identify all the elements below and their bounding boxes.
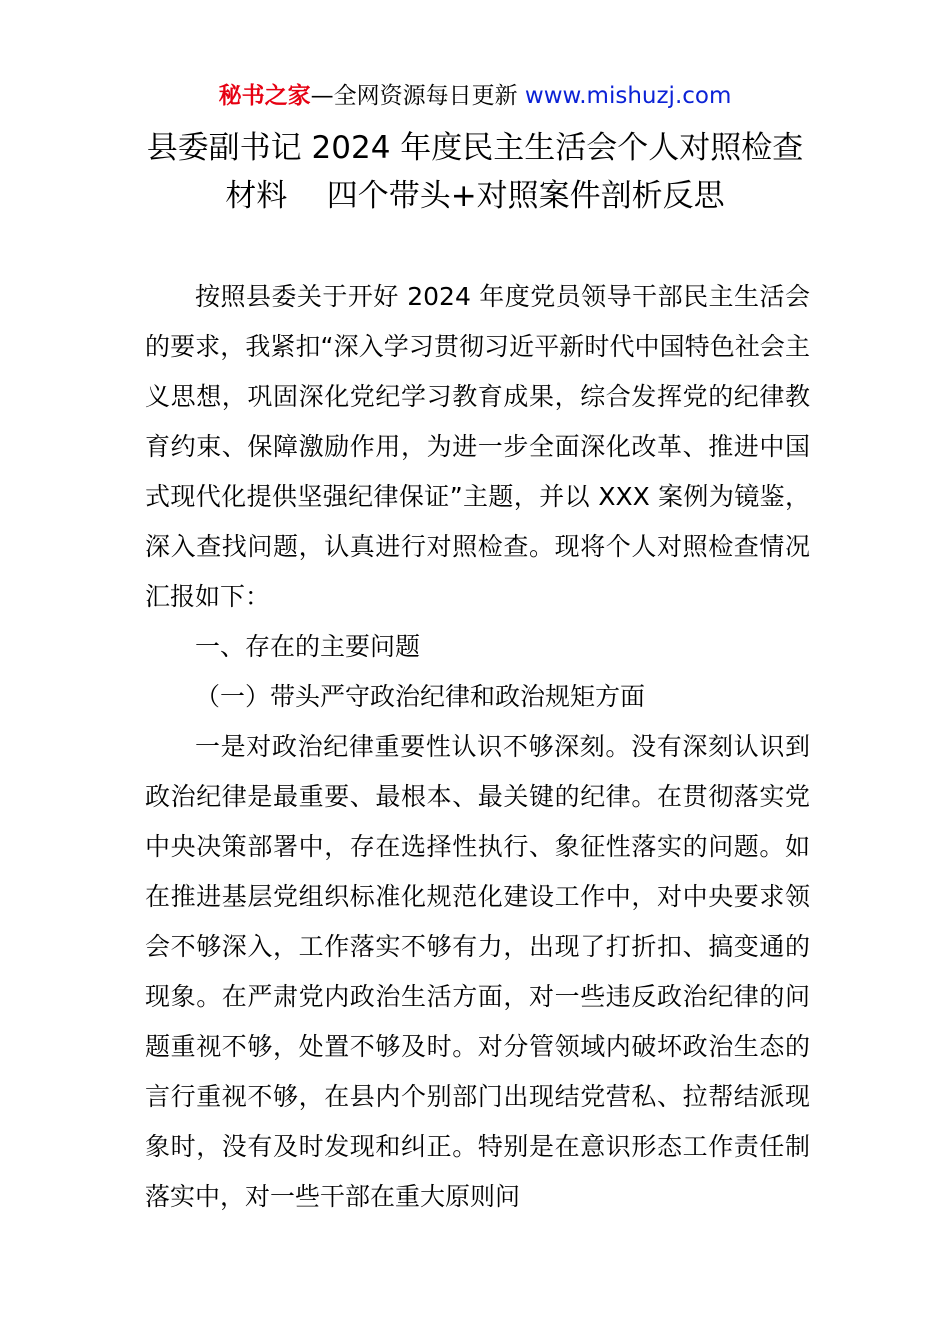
site-url-link[interactable]: www.mishuzj.com	[524, 83, 732, 109]
document-title-line-2: 材料 四个带头+对照案件剖析反思	[225, 178, 725, 214]
subsection-heading: （一）带头严守政治纪律和政治规矩方面	[195, 682, 646, 711]
document-title	[120, 124, 830, 220]
body-paragraph: 一是对政治纪律重要性认识不够深刻。没有深刻认识到政治纪律是最重要、最根本、最关键的纪律。在贯彻落实党中央决策部署中，存在选择性执行、象征性落实的问题。如在推进基层党组织标准化规范化建设工作中，对中央要求领会不够深入，工作落实不够有力，出现了打折扣、搞变通的现象。在严肃党内政治生活方面，对一些违反政治纪律的问题重视不够，处置不够及时。对分管领域内破坏政治生态的言行重视不够，在县内个别部门出现结党营私、拉帮结派现象时，没有及时发现和纠正。特别是在意识形态工作责任制落实中，对一些干部在重大原则问	[145, 732, 810, 1211]
section-heading: 一、存在的主要问题	[195, 632, 421, 661]
document-title-line-1: 县委副书记 2024 年度民主生活会个人对照检查	[146, 130, 804, 166]
site-header	[0, 78, 950, 114]
intro-paragraph: 按照县委关于开好 2024 年度党员领导干部民主生活会的要求，我紧扣“深入学习贯彻习近平新时代中国特色社会主义思想，巩固深化党纪学习教育成果，综合发挥党的纪律教育约束、保障激励作用，为进一步全面深化改革、推进中国式现代化提供坚强纪律保证”主题，并以 XXX 案例为镜鉴，深入查找问题，认真进行对照检查。现将个人对照检查情况汇报如下：	[145, 282, 810, 611]
site-brand: 秘书之家	[218, 83, 311, 109]
site-tagline: —全网资源每日更新	[310, 83, 525, 109]
document-body	[145, 272, 810, 1222]
